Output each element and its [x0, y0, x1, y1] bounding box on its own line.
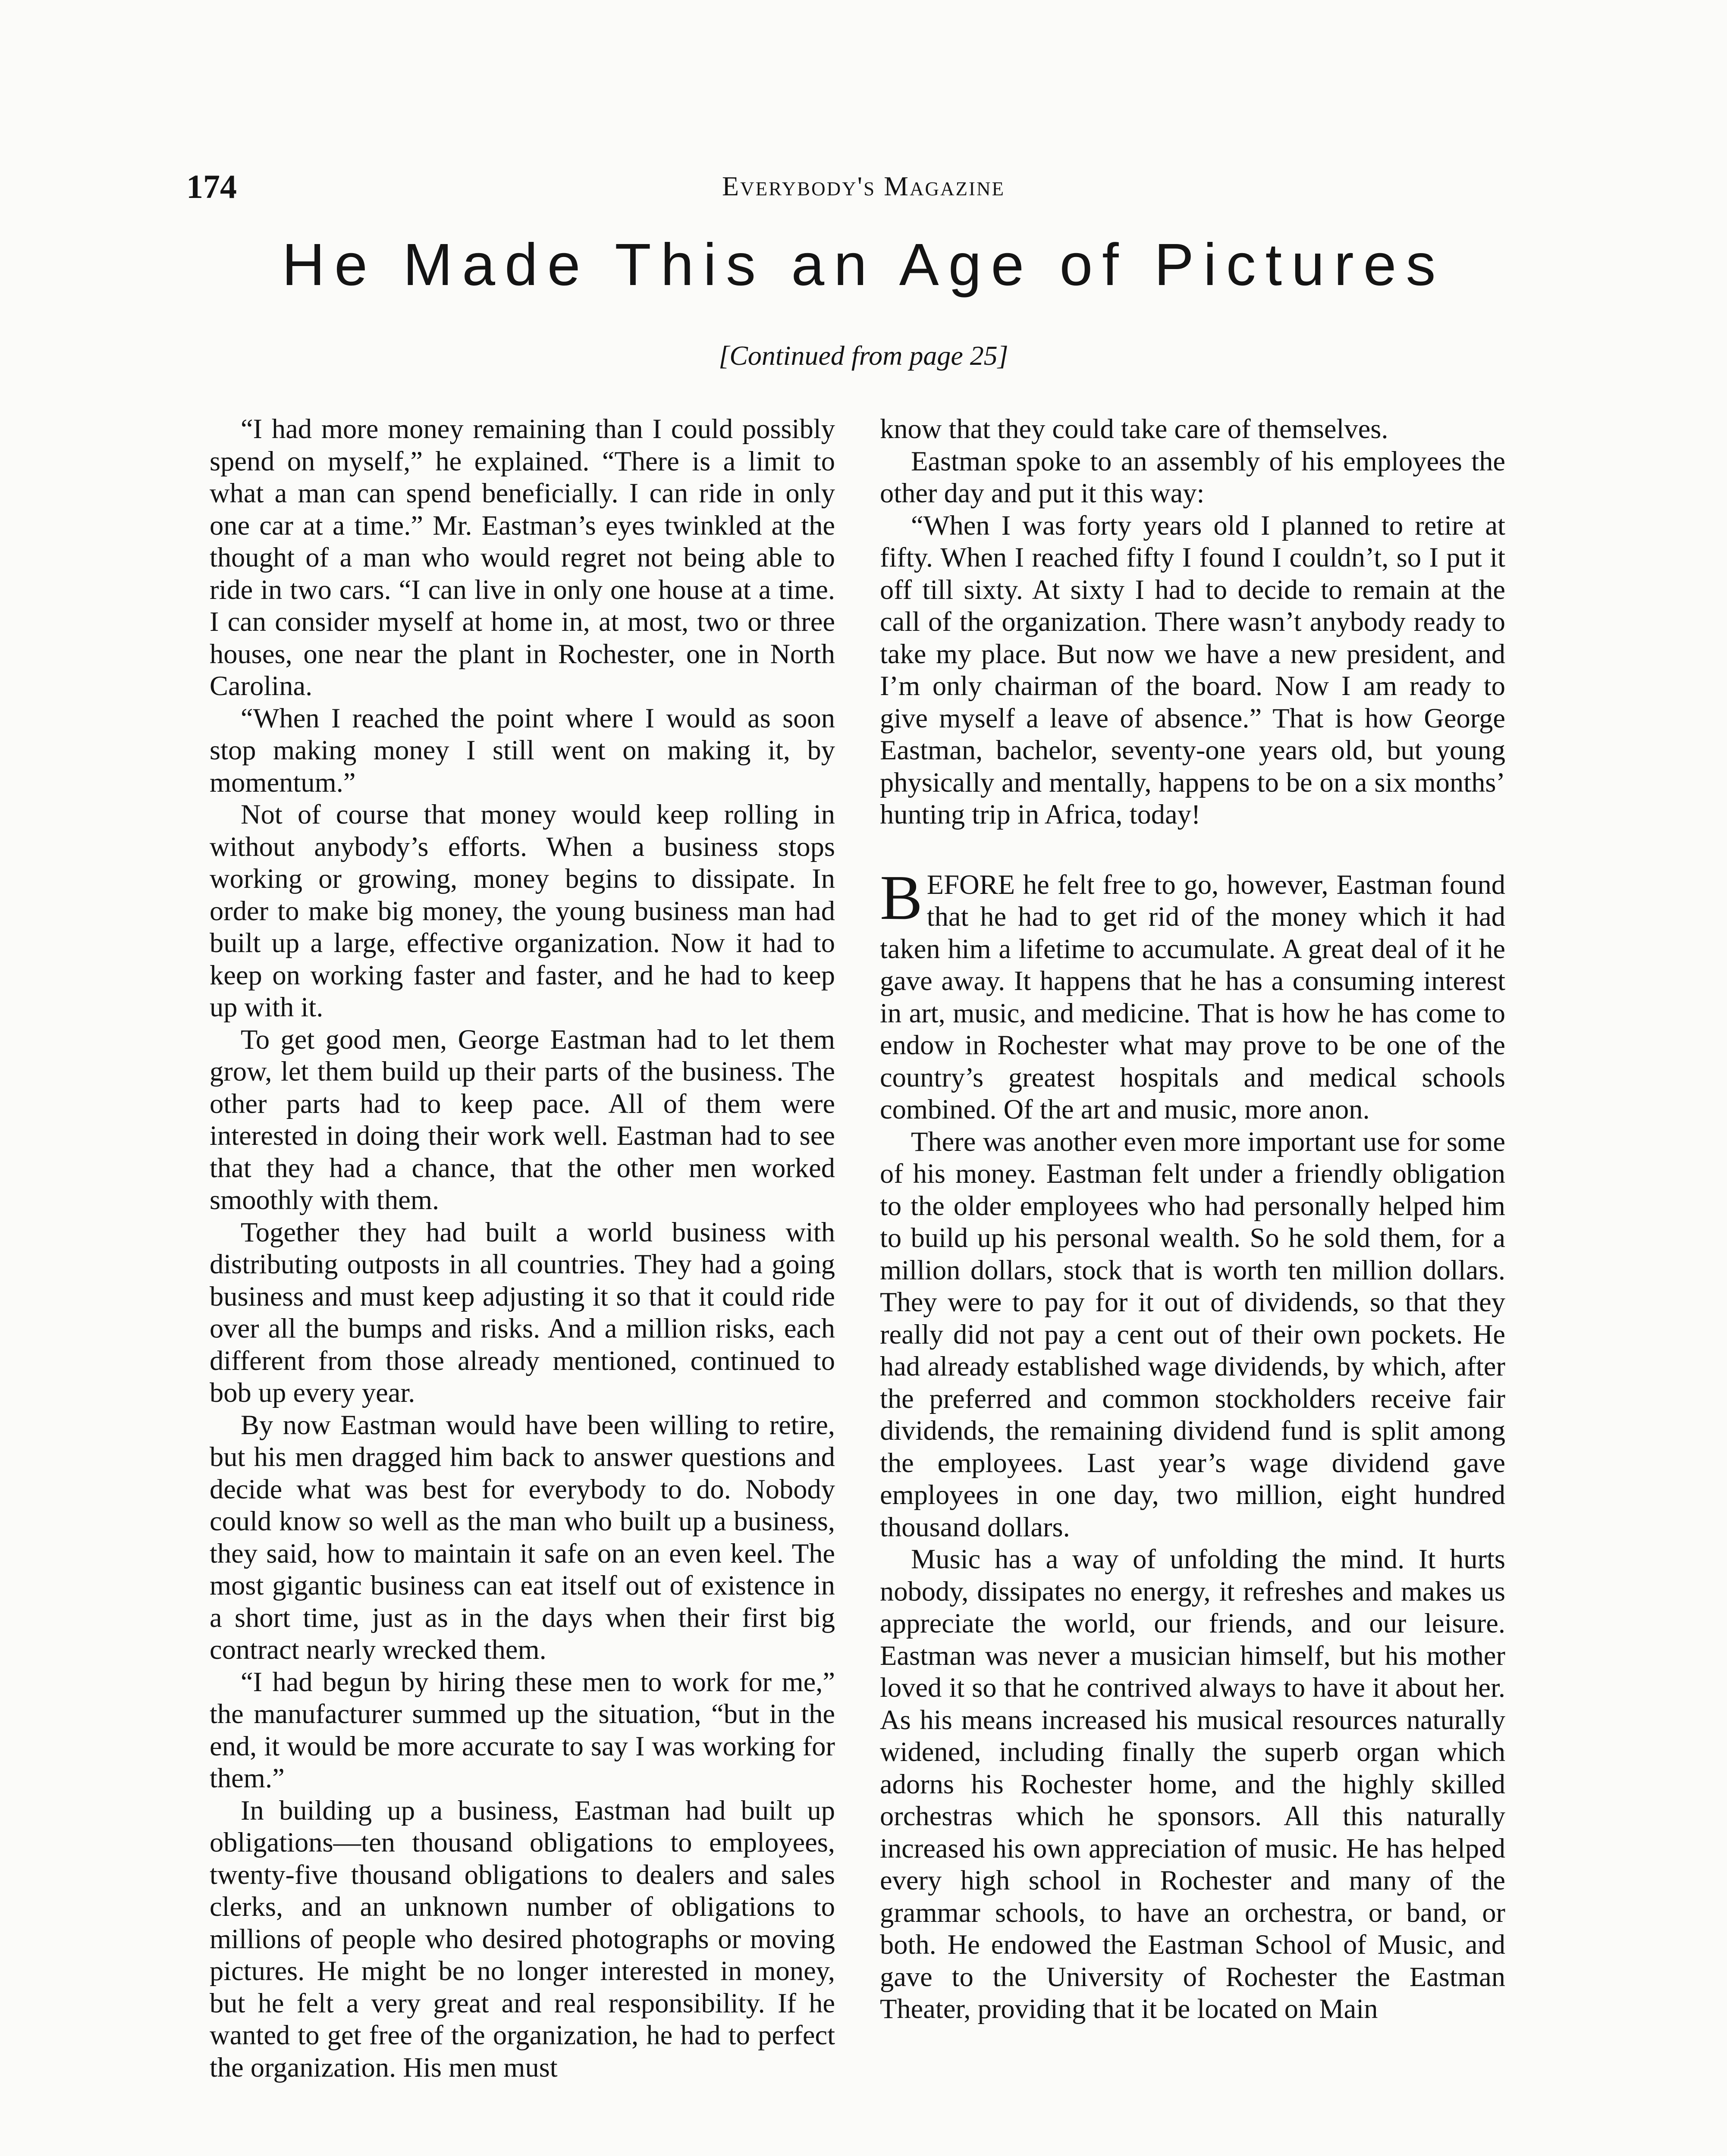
page-number: 174 [186, 168, 237, 205]
paragraph: Not of course that money would keep rolling in without anybody’s efforts. When a business stops working or growing, money begins to dissipate. In order to make big money, the young business man had built up a large, effective organization. Now it had to keep on working faster and faster, and he had to keep up with it. [210, 799, 835, 1022]
article-title: He Made This an Age of Pictures [282, 232, 1445, 298]
paragraph: “When I reached the point where I would as soon stop making money I still went on making it, by momentum.” [210, 702, 835, 798]
paragraph: “When I was forty years old I planned to retire at fifty. When I reached fifty I found I couldn’t, so I put it off till sixty. At sixty I had to decide to remain at the call of the organization. There wasn’t anybody ready to take my place. But now we have a new president, and I’m only chairman of the board. Now I am ready to give myself a leave of absence.” That is how George Eastman, bachelor, seventy-one years old, but young physically and mentally, happens to be on a six months’ hunting trip in Africa, today! [880, 510, 1505, 830]
paragraph: “I had begun by hiring these men to work for me,” the manufacturer summed up the situation, “but in the end, it would be more accurate to say I was working for them.” [210, 1666, 835, 1793]
section-start-paragraph [880, 862, 1505, 1126]
paragraph: In building up a business, Eastman had built up obligations—ten thousand obligations to employees, twenty-five thousand obligations to dealers and sales clerks, and an unknown number of obligations to millions of people who desired photographs or moving pictures. He might be no longer interested in money, but he felt a very great and real responsibility. If he wanted to get free of the organization, he had to perfect the organization. His men must [210, 1795, 835, 2083]
paragraph: “I had more money remaining than I could possibly spend on myself,” he explained. “There is a limit to what a man can spend beneficially. I can ride in only one car at a time.” Mr. Eastman’s eyes twinkled at the thought of a man who would regret not being able to ride in two cars. “I can live in only one house at a time. I can consider myself at home in, at most, two or three houses, one near the plant in Rochester, one in North Carolina. [210, 414, 835, 701]
drop-cap: B [880, 862, 923, 933]
paragraph: There was another even more important use for some of his money. Eastman felt under a friendly obligation to the older employees who had personally helped him to build up his personal wealth. So he sold them, for a million dollars, stock that is worth ten million dollars. They were to pay for it out of dividends, so that they really did not pay a cent out of their own pockets. He had already established wage dividends, by which, after the preferred and common stockholders receive fair dividends, the remaining dividend fund is split among the employees. Last year’s wage dividend gave employees in one day, two million, eight hundred thousand dollars. [880, 1126, 1505, 1542]
running-head: Everybody's Magazine [722, 171, 1005, 201]
left-column [210, 413, 835, 2084]
right-column [880, 413, 1505, 2025]
section-start-text: EFORE he felt free to go, however, Eastman found that he had to get rid of the money which it had taken him a lifetime to accumulate. A great deal of it he gave away. It happens that he has a consuming interest in art, music, and medicine. That is how he has come to endow in Rochester what may prove to be one of the country’s greatest hospitals and medical schools combined. Of the art and music, more anon. [880, 869, 1505, 1125]
paragraph: Music has a way of unfolding the mind. It hurts nobody, dissipates no energy, it refreshes and makes us appreciate the world, our friends, and our leisure. Eastman was never a musician himself, but his mother loved it so that he contrived always to have it about her. As his means increased his musical resources naturally widened, including finally the superb organ which adorns his Rochester home, and the highly skilled orchestras which he sponsors. All this naturally increased his own appreciation of music. He has helped every high school in Rochester and many of the grammar schools, to have an orchestra, or band, or both. He endowed the Eastman School of Music, and gave to the University of Rochester the Eastman Theater, providing that it be located on Main [880, 1544, 1505, 2024]
paragraph: Eastman spoke to an assembly of his employees the other day and put it this way: [880, 445, 1505, 508]
paragraph: Together they had built a world business with distributing outposts in all countries. They had a going business and must keep adjusting it so that it could ride over all the bumps and risks. And a million risks, each different from those already mentioned, continued to bob up every year. [210, 1216, 835, 1408]
paragraph: By now Eastman would have been willing to retire, but his men dragged him back to answer questions and decide what was best for everybody to do. Nobody could know so well as the man who built up a business, they said, how to maintain it safe on an even keel. The most gigantic business can eat itself out of existence in a short time, just as in the days when their first big contract nearly wrecked them. [210, 1409, 835, 1665]
paragraph: To get good men, George Eastman had to let them grow, let them build up their parts of the business. The other parts had to keep pace. All of them were interested in doing their work well. Eastman had to see that they had a chance, that the other men worked smoothly with them. [210, 1024, 835, 1215]
paragraph-continuation: know that they could take care of themselves. [880, 414, 1388, 444]
continued-note: [Continued from page 25] [719, 340, 1008, 371]
